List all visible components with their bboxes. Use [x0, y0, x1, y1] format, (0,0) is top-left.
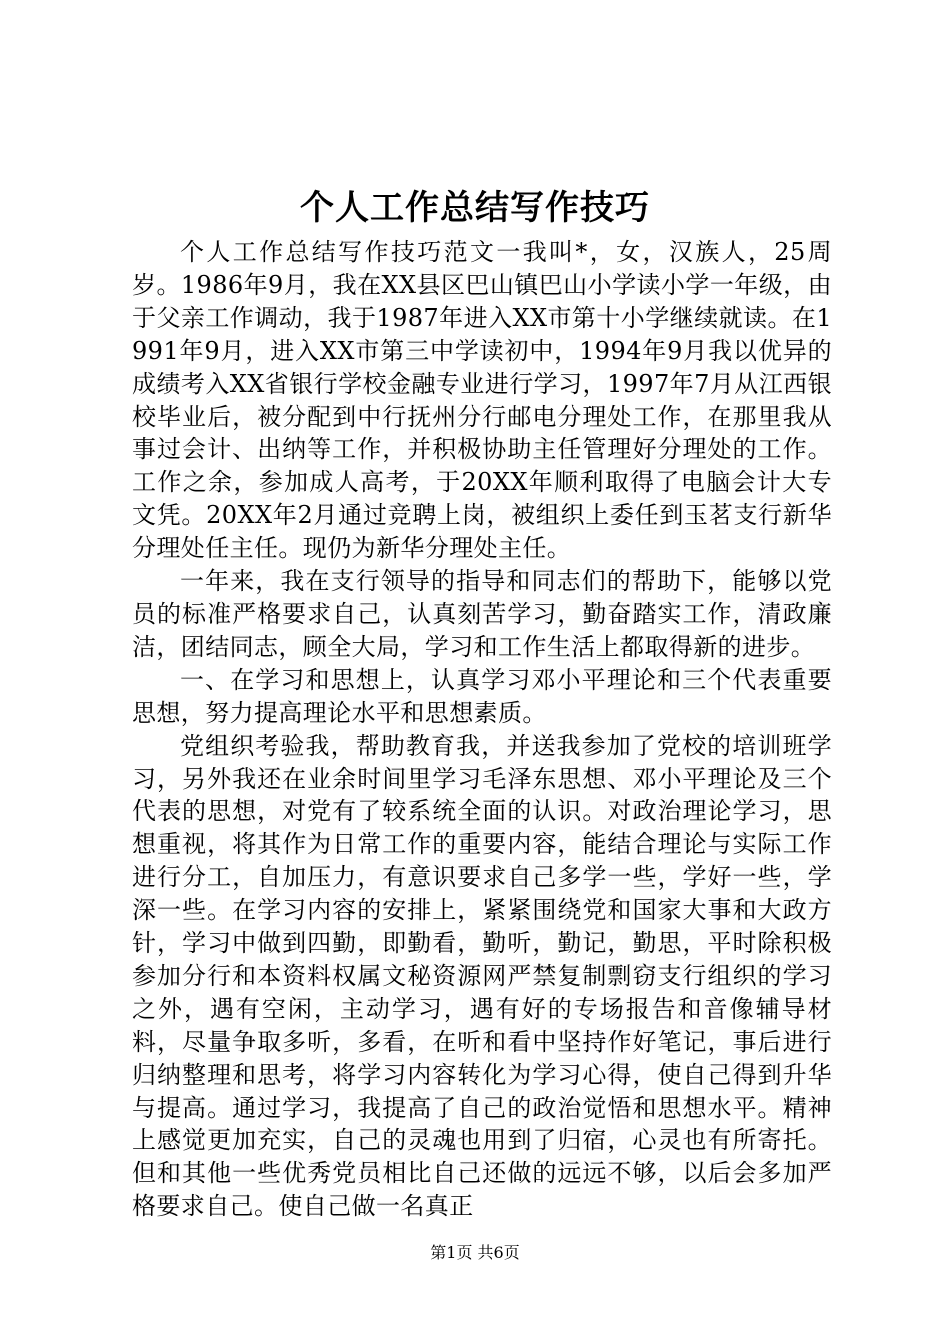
document-title: 个人工作总结写作技巧 — [300, 188, 650, 228]
paragraph-study: 党组织考验我，帮助教育我，并送我参加了党校的培训班学习，另外我还在业余时间里学习毛泽东思想、邓小平理论及三个代表的思想，对党有了较系统全面的认识。对政治理论学习，思想重视，将其作为日常工作的重要内容，能结合理论与实际工作进行分工，自加压力，有意识要求自己多学一些，学好一些，学深一些。在学习内容的安排上，紧紧围绕党和国家大事和大政方针，学习中做到四勤，即勤看，勤听，勤记，勤思，平时除积极参加分行和本资料权属文秘资源网严禁复制剽窃支行组织的学习之外，遇有空闲，主动学习，遇有好的专场报告和音像辅导材料，尽量争取多听，多看，在听和看中坚持作好笔记，事后进行归纳整理和思考，将学习内容转化为学习心得，使自己得到升华与提高。通过学习，我提高了自己的政治觉悟和思想水平。精神上感觉更加充实，自己的灵魂也用到了归宿，心灵也有所寄托。但和其他一些优秀党员相比自己还做的远远不够，以后会多加严格要求自己。使自己做一名真正 — [132, 731, 832, 1221]
paragraph-intro: 个人工作总结写作技巧范文一我叫*，女，汉族人，25周岁。1986年9月，我在XX县区巴山镇巴山小学读小学一年级，由于父亲工作调动，我于1987年进入XX市第十小学继续就读。在1991年9月，进入XX市第三中学读初中，1994年9月我以优异的成绩考入XX省银行学校金融专业进行学习，1997年7月从江西银校毕业后，被分配到中行抚州分行邮电分理处工作，在那里我从事过会计、出纳等工作，并积极协助主任管理好分理处的工作。工作之余，参加成人高考，于20XX年顺利取得了电脑会计大专文凭。20XX年2月通过竞聘上岗，被组织上委任到玉茗支行新华分理处任主任。现仍为新华分理处主任。 — [132, 238, 832, 563]
paragraph-summary: 一年来，我在支行领导的指导和同志们的帮助下，能够以党员的标准严格要求自己，认真刻苦学习，勤奋踏实工作，清政廉洁，团结同志，顾全大局，学习和工作生活上都取得新的进步。 — [132, 567, 832, 661]
section-heading-study: 一、在学习和思想上，认真学习邓小平理论和三个代表重要思想，努力提高理论水平和思想素质。 — [132, 665, 832, 727]
page-number-footer: 第1页 共6页 — [430, 1243, 520, 1262]
document-body — [132, 236, 832, 1223]
